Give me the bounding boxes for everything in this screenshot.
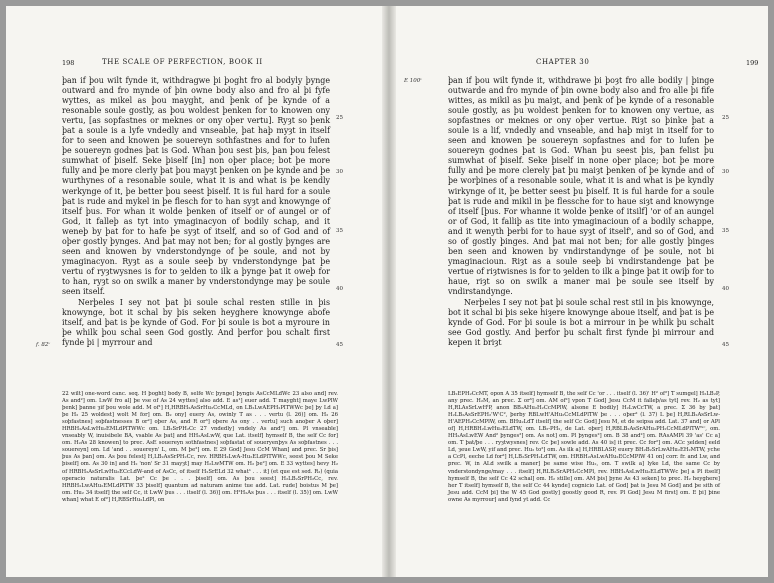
left-page-number: 198 <box>62 59 75 67</box>
right-main-text <box>448 76 714 348</box>
book-spread <box>6 6 768 577</box>
left-main-text <box>62 76 330 348</box>
right-page-number: 199 <box>746 59 759 67</box>
right-line-number: 25 <box>722 115 729 121</box>
right-paragraph-1: þan if þou wilt fynde it, withdrawe þi þoȝt fro alle bodily | þinge outwarde and fro mynde of þin owne body also and fro alle þi fife wittes, as mikil as þu maiȝt, and þenk of þe kynde of a resonable soule gostly, as þu woldest þenken for to knowen ony vertue, as sopfastnes or meknes or ony oþer vertue. Riȝt so þinke þat a soule is a lif, vndedly and vnseable, and haþ miȝt in itself for to seen and knowen þe souereyn sopfastnes and for to lufen þe souereyn godnes þat is God. Whan þu seest þis, þan felist þu sumwhat of þiself. Seke þiself in none oþer place; bot þe more fully and þe more clerely þat þu maiȝt þenken of þe kynde and of þe worþines of a resonable soule, what it is and what is þe kyndly wirkynge of it, þe better seest þu þiself. It is ful harde for a soule þat is rude and mikil in þe flessche for to haue siȝt and knowynge of itself [þus. For whanne it wolde þenke of itsilf] 'or of an aungel or of God, it falliþ as tite into ymaginacioun of a bodily schappe, and it wenyth þerbi for to haue syȝt of itself', and so of God, and so of gostly þinges. And þat mai not ben; for alle gostly þinges ben seen and knowen by vndirstandynge of þe soule, not bi ymaginacioun. Riȝt as a soule seeþ bi vndirstandenge þat þe vertue of riȝtwisnes is for to ȝelden to ilk a þinge þat it owiþ for to haue, riȝt so on swilk a maner mai þe soule see itself by vndirstandynge. <box>448 76 714 296</box>
right-paragraph-2: Nerþeles I sey not þat þi soule schal rest stil in þis knowynge, bot it schal bi þis seke hiȝere knowynge aboue itself, and þat is þe kynde of God. For þi soule is bot a mirrour in þe whilk þu schalt see God gostly. And þerfor þu schalt first fynde þi mirrour and kepen it briȝt <box>448 298 714 348</box>
left-apparatus: 22 wilt] one-word canc. seq. H þoght] body B, selfe Wc þynge] þyngis AsCcMLdWc 23 also and] rev. As and²] om. LwW fro al] þe vse of As 24 wyttes] also add. E as¹] euer add. T mayght] maye LwPlW þenk] þanne ȝif þou wole add. M of¹] H,HRBH₂AsSrHu₂CcMLd, on LB₂LwAEPH₂PlTWWc þe] þy Ld a] þe H₂ 25 woldest] wolt M for] om. B₂ ony] euery As, owinly T as . . . vertu (l. 26)] om. H₂ 26 soþfastnes] soþfastnesses B or²] oþer As, and R or³] oþere As ony . . vertu] such anoþer A oþer] HRBH₂AsLwHu₂EMLdPlTWWc om. LB₂SrPH₂Cc 27 vndedly] vndely As and²] om. Pl vnseable] vnseably W, inuisibele BA, vsable As þat] and HH₂AsLwW, que Lat. itself] hymself B, the self Cc for] om. H₂As 28 knowen] to prec. AsE souereyn sothfastnes] soþfastat of soueryenþys As soþfastnes . . . souereyn] om. Ld 'and . . souereyn' L, om. M þe²] om. E 29 God] Jesu CcM Whan] and prec. Sr þis] þus As þan] om. As þou felest] H,LB₂AsSrPH₂Cc, rev. HRBH₂LwA-Hu₂ELdPlTWWc, seest þou M Seke þiself] om. As 30 in] and H₂ 'non' Sr 31 mayȝt] may H₂LwMTW om. H₂ þe²] om. E 33 wyttes] hevy H₂ of HRBH₂AsSrLwHu₂ECcLdW-and of AsCc, of itself H₂SrELd 32 what¹ . . . it] (et que est sed. R₂) (quia operacio naturalis Lat. þe² Cc þe . . . þiself] om. As þou seest] H₂LB₂SrPH₂Cc, rev. HRBH₂LwAHu₂EMLdPlTW 33 þiself] quantum ad naturam anime tue add. Lat. rude] boistus M þe] om. Hu₂ 34 itself] the self Cc, it LwW þus . . . itself (l. 36)] om. H²H₂As þus . . . itself (l. 35)] om. LwW whan] what E of²] H,RBSrHu₂LdPl, on <box>62 391 338 503</box>
right-line-number: 35 <box>722 228 729 234</box>
book-gutter <box>382 6 396 577</box>
right-running-head: CHAPTER 30 <box>536 58 590 66</box>
right-apparatus: LB₂EPH₂CcMT, opon A 35 itself] hymself B, the self Cc 'or . . . itself (l. 36)' H² of²] T sumgel] H₂LB₂P, any prec. H₂M, an prec. Σ or³] om. AM of²] vpon T God] Jesu CcM it falleþ/as tyt] rev. H₂ as tyt] H,RLAsSrLwHᵗP, anon BB₂AHu₂H₂CcMPlW, alsone E bodily] H₂LwCcTW, a prec. Σ 36 by þat] H₂LB₂AsSrEPH₂'W'C², þerby RBLwH'AHu₂CcMLdPlTW þe . . . oþer² (l. 37) L þe] H,RLB₂AsSrLw-H'AEPH₂CcMPlW, om. BHu₂LdT itself] the self Cc God] Jesu M, et de seipsa add. Lat. 37 and] or APl of] H,HRBH₂LwHu₂ELdTW, om. LB₂-PH₂, de Lat. oþer] H,RBLB₂AsSrAHu₂PH₂CcMLdPlTWᵂᶜ, om. HH₂AsLwEW And² þynges²] om. As not] om. Pl þynges²] om. B 38 and²] om. RAsAMPl 39 'as' Cc a] om. T þat/þe . . . ryȝtwysnes] rev. Cc þe] sowle add. As 40 is] it prec. Cc for²] om. ACc ȝelden] eeld Ld, ȝeue LwW, yif and prec. Hu₂ to²] om. As ilk a] H,HRBLASP, euery BH₂B₂SrLwAHu₂EH₂MTW, yche a CcPl, eeche Ld for²] H,LB₂SrPH₂LdTW, om. HRBH₂AsLwAHu₂ECcMPlW 41 on] corr. fr. and Lw, and prec. W, in ALd swilk a maner] þe same wise Hu₂, om. T swilk a] lyke Ld, the same Cc by vnderstondynge/may . . . itself] H,RLB₂SrAPH₂CcMPl, rev. HBH₂AsLwHu₂ELdTWWc þe] a Pl itself] hymself B, the self Cc 42 schal] om. H₂ stille] om. AM þis] þyne As 43 seken] to prec. H₂ heyghere] her T itself] hymself B, the self Cc 44 kynde] cognicio Lat. of God] þat is Jesu M God] and þe sith of Jesu add. CcM þi] the W 45 God gostly] goostly good R, rev. Pl God] Jesu M first] om. E þi] þine owne As myrrour] and fynd yt add. Cc <box>448 391 720 503</box>
left-running-head: THE SCALE OF PERFECTION, BOOK II <box>102 58 263 66</box>
left-line-number: 30 <box>336 169 343 175</box>
left-line-number: 45 <box>336 342 343 348</box>
left-paragraph-1: þan if þou wilt fynde it, withdragwe þi þoght fro al bodyly þynge outward and fro mynde of þin owne body also and fro al þi fyfe wyttes, as mikel as þou mayght, and þenk of þe kynde of a resonable soule gostly, as þou woldest þenken for to knowen ony vertu, [as sopfastnes or meknes or ony oþer vertu]. Ryȝt so þenk þat a soule is a lyfe vndedly and vnseable, þat haþ myȝt in itself for to seen and knowen þe souereyn sothfastnes and for to lufen þe souereyn godnes þat is God. Whan þou sest þis, þan þou felest sumwhat of þiself. Seke þiself [in] non oþer place; bot þe more fully and þe more clerly þat þou mayȝt þenken on þe kynde and þe wurthynes of a resonable soule, what it is and what is þe kendly werkynge of it, þe better þou seest þiself. It is ful hard for a soule þat is rude and mykel in þe flesch for to han syȝt and knowynge of itself þus. For whan it wolde þenken of itself or of aungel or of God, it falleþ as tyt into ymaginacyon of bodily schap, and it weneþ by þat for to hafe þe syȝt of itself, and so of God and of oþer gostly þynges. And þat may not ben; for al gostly þynges are seen and knowen by vnderstondynge of þe soule, and not by ymaginacyon. Ryȝt as a soule seeþ by vnderstondynge þat þe vertu of ryȝtwysnes is for to ȝelden to ilk a þynge þat it oweþ for to han, ryȝt so on swilk a maner by vnderstondynge may þe soule seen itself. <box>62 76 330 296</box>
right-folio-note: E 100ᵛ <box>404 78 423 84</box>
left-line-number: 40 <box>336 286 343 292</box>
right-line-number: 30 <box>722 169 729 175</box>
left-paragraph-2: Nerþeles I sey not þat þi soule schal resten stille in þis knowynge, bot it schal by þis seken heyghere knowynge abofe itself, and þat is þe kynde of God. For þi soule is bot a myroure in þe whilk þou schal seen God gostly. And þerfor þou schalt first fynde þi | myrrour and <box>62 298 330 348</box>
left-page <box>6 6 382 577</box>
right-page <box>396 6 768 577</box>
left-line-number: 35 <box>336 228 343 234</box>
right-line-number: 40 <box>722 286 729 292</box>
left-line-number: 25 <box>336 115 343 121</box>
left-folio-note: f. 82ᵛ <box>36 342 51 348</box>
right-line-number: 45 <box>722 342 729 348</box>
